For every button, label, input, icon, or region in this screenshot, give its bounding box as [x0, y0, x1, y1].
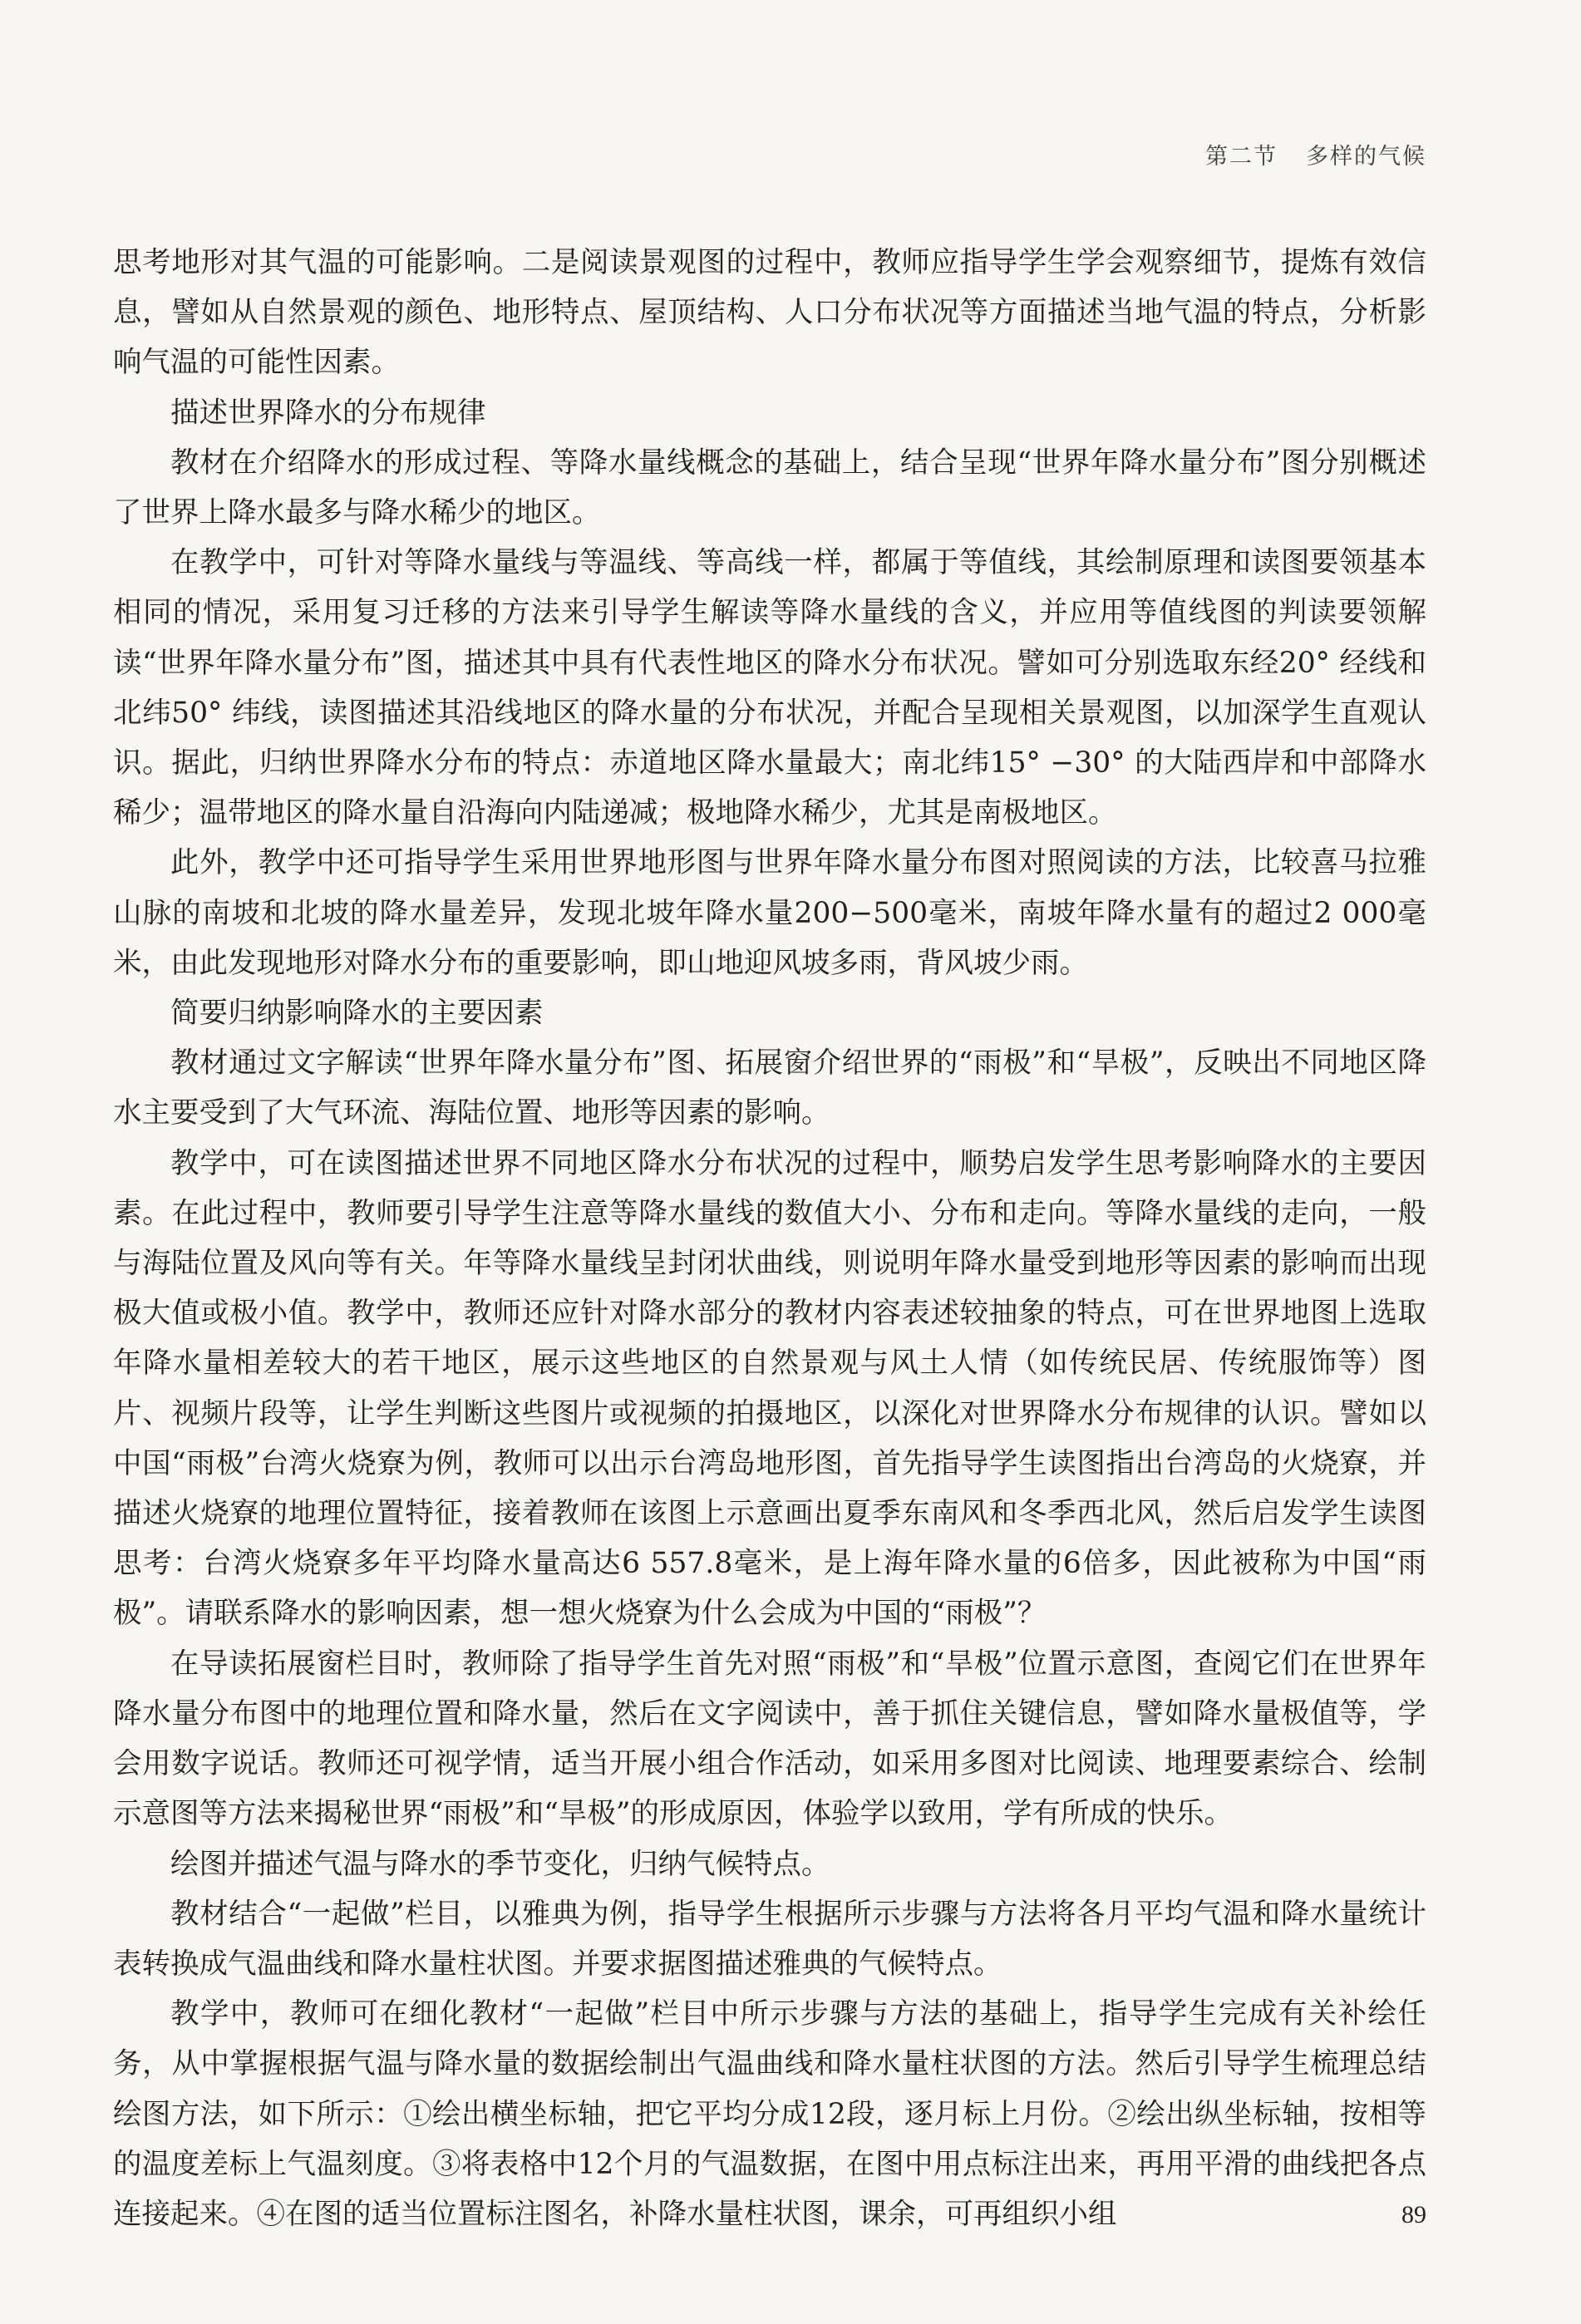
paragraph: 教学中，可在读图描述世界不同地区降水分布状况的过程中，顺势启发学生思考影响降水的主要因素。在此过程中，教师要引导学生注意等降水量线的数值大小、分布和走向。等降水量线的走向，一般与海陆位置及风向等有关。年等降水量线呈封闭状曲线，则说明年降水量受到地形等因素的影响而出现极大值或极小值。教学中，教师还应针对降水部分的教材内容表述较抽象的特点，可在世界地图上选取年降水量相差较大的若干地区，展示这些地区的自然景观与风土人情（如传统民居、传统服饰等）图片、视频片段等，让学生判断这些图片或视频的拍摄地区，以深化对世界降水分布规律的认识。譬如以中国“雨极”台湾火烧寮为例，教师可以出示台湾岛地形图，首先指导学生读图指出台湾岛的火烧寮，并描述火烧寮的地理位置特征，接着教师在该图上示意画出夏季东南风和冬季西北风，然后启发学生读图思考：台湾火烧寮多年平均降水量高达6 557.8毫米，是上海年降水量的6倍多，因此被称为中国“雨极”。请联系降水的影响因素，想一想火烧寮为什么会成为中国的“雨极”？ — [113, 1146, 1426, 1631]
paragraph: 教学中，教师可在细化教材“一起做”栏目中所示步骤与方法的基础上，指导学生完成有关补绘任务，从中掌握根据气温与降水量的数据绘制出气温曲线和降水量柱状图的方法。然后引导学生梳理总结绘图方法，如下所示：①绘出横坐标轴，把它平均分成12段，逐月标上月份。②绘出纵坐标轴，按相等的温度差标上气温刻度。③将表格中12个月的气温数据，在图中用点标注出来，再用平滑的曲线把各点连接起来。④在图的适当位置标注图名，补降水量柱状图，课余，可再组织小组 — [113, 1997, 1426, 2231]
body-text — [113, 238, 1426, 2239]
paragraph: 在教学中，可针对等降水量线与等温线、等高线一样，都属于等值线，其绘制原理和读图要领基本相同的情况，采用复习迁移的方法来引导学生解读等降水量线的含义，并应用等值线图的判读要领解读“世界年降水量分布”图，描述其中具有代表性地区的降水分布状况。譬如可分别选取东经20° 经线和北纬50° 纬线，读图描述其沿线地区的降水量的分布状况，并配合呈现相关景观图，以加深学生直观认识。据此，归纳世界降水分布的特点：赤道地区降水量最大；南北纬15° −30° 的大陆西岸和中部降水稀少；温带地区的降水量自沿海向内陆递减；极地降水稀少，尤其是南极地区。 — [113, 546, 1426, 830]
subheading: 绘图并描述气温与降水的季节变化，归纳气候特点。 — [170, 1847, 830, 1881]
paragraph: 教材在介绍降水的形成过程、等降水量线概念的基础上，结合呈现“世界年降水量分布”图分别概述了世界上降水最多与降水稀少的地区。 — [113, 446, 1426, 530]
page-number: 89 — [1401, 2201, 1426, 2228]
paragraph: 教材通过文字解读“世界年降水量分布”图、拓展窗介绍世界的“雨极”和“旱极”，反映出不同地区降水主要受到了大气环流、海陆位置、地形等因素的影响。 — [113, 1046, 1426, 1130]
section-title: 多样的气候 — [1306, 144, 1426, 170]
paragraph: 在导读拓展窗栏目时，教师除了指导学生首先对照“雨极”和“旱极”位置示意图，查阅它们在世界年降水量分布图中的地理位置和降水量，然后在文字阅读中，善于抓住关键信息，譬如降水量极值等，学会用数字说话。教师还可视学情，适当开展小组合作活动，如采用多图对比阅读、地理要素综合、绘制示意图等方法来揭秘世界“雨极”和“旱极”的形成原因，体验学以致用，学有所成的快乐。 — [113, 1647, 1426, 1831]
subheading: 描述世界降水的分布规律 — [170, 396, 486, 430]
section-label: 第二节 — [1205, 144, 1278, 170]
paragraph: 思考地形对其气温的可能影响。二是阅读景观图的过程中，教师应指导学生学会观察细节，提炼有效信息，譬如从自然景观的颜色、地形特点、屋顶结构、人口分布状况等方面描述当地气温的特点，分析影响气温的可能性因素。 — [113, 246, 1426, 380]
running-header — [1205, 138, 1426, 170]
paragraph: 教材结合“一起做”栏目，以雅典为例，指导学生根据所示步骤与方法将各月平均气温和降水量统计表转换成气温曲线和降水量柱状图。并要求据图描述雅典的气候特点。 — [113, 1897, 1426, 1981]
subheading: 简要归纳影响降水的主要因素 — [170, 997, 544, 1031]
paragraph: 此外，教学中还可指导学生采用世界地形图与世界年降水量分布图对照阅读的方法，比较喜马拉雅山脉的南坡和北坡的降水量差异，发现北坡年降水量200−500毫米，南坡年降水量有的超过2 000毫米，由此发现地形对降水分布的重要影响，即山地迎风坡多雨，背风坡少雨。 — [113, 846, 1426, 980]
